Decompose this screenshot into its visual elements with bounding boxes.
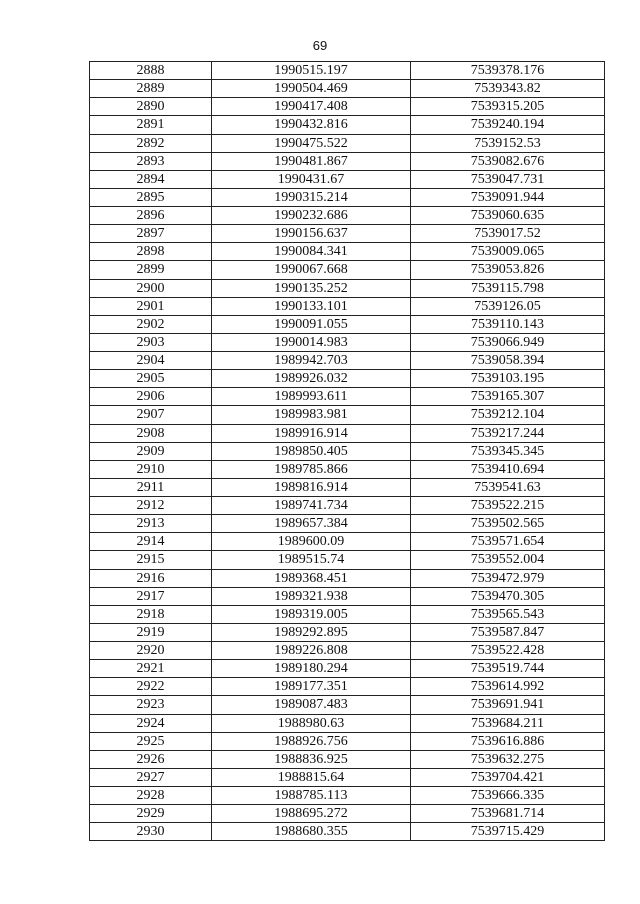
y-coordinate-cell: 7539103.195 <box>411 370 605 388</box>
y-coordinate-cell: 7539691.941 <box>411 696 605 714</box>
table-row <box>90 243 605 261</box>
x-coordinate-cell: 1989983.981 <box>212 406 411 424</box>
point-number-cell: 2928 <box>90 787 212 805</box>
point-number-cell: 2907 <box>90 406 212 424</box>
y-coordinate-cell: 7539704.421 <box>411 768 605 786</box>
table-row <box>90 714 605 732</box>
y-coordinate-cell: 7539565.543 <box>411 605 605 623</box>
point-number-cell: 2917 <box>90 587 212 605</box>
table-row <box>90 442 605 460</box>
y-coordinate-cell: 7539410.694 <box>411 460 605 478</box>
point-number-cell: 2892 <box>90 134 212 152</box>
point-number-cell: 2902 <box>90 315 212 333</box>
x-coordinate-cell: 1988926.756 <box>212 732 411 750</box>
table-row <box>90 261 605 279</box>
point-number-cell: 2889 <box>90 80 212 98</box>
point-number-cell: 2920 <box>90 642 212 660</box>
x-coordinate-cell: 1990156.637 <box>212 225 411 243</box>
x-coordinate-cell: 1988695.272 <box>212 805 411 823</box>
table-row <box>90 533 605 551</box>
x-coordinate-cell: 1990515.197 <box>212 62 411 80</box>
x-coordinate-cell: 1990014.983 <box>212 333 411 351</box>
table-row <box>90 370 605 388</box>
table-row <box>90 333 605 351</box>
table-row <box>90 406 605 424</box>
point-number-cell: 2930 <box>90 823 212 841</box>
x-coordinate-cell: 1989741.734 <box>212 497 411 515</box>
point-number-cell: 2909 <box>90 442 212 460</box>
point-number-cell: 2915 <box>90 551 212 569</box>
point-number-cell: 2908 <box>90 424 212 442</box>
y-coordinate-cell: 7539017.52 <box>411 225 605 243</box>
point-number-cell: 2900 <box>90 279 212 297</box>
x-coordinate-cell: 1989177.351 <box>212 678 411 696</box>
table-row <box>90 497 605 515</box>
table-row <box>90 823 605 841</box>
y-coordinate-cell: 7539240.194 <box>411 116 605 134</box>
y-coordinate-cell: 7539345.345 <box>411 442 605 460</box>
table-row <box>90 515 605 533</box>
x-coordinate-cell: 1989850.405 <box>212 442 411 460</box>
x-coordinate-cell: 1990417.408 <box>212 98 411 116</box>
x-coordinate-cell: 1989321.938 <box>212 587 411 605</box>
table-row <box>90 623 605 641</box>
y-coordinate-cell: 7539082.676 <box>411 152 605 170</box>
y-coordinate-cell: 7539009.065 <box>411 243 605 261</box>
y-coordinate-cell: 7539110.143 <box>411 315 605 333</box>
x-coordinate-cell: 1988980.63 <box>212 714 411 732</box>
point-number-cell: 2919 <box>90 623 212 641</box>
x-coordinate-cell: 1989785.866 <box>212 460 411 478</box>
x-coordinate-cell: 1990084.341 <box>212 243 411 261</box>
point-number-cell: 2912 <box>90 497 212 515</box>
x-coordinate-cell: 1989600.09 <box>212 533 411 551</box>
table-row <box>90 732 605 750</box>
point-number-cell: 2904 <box>90 352 212 370</box>
table-row <box>90 551 605 569</box>
x-coordinate-cell: 1989926.032 <box>212 370 411 388</box>
point-number-cell: 2893 <box>90 152 212 170</box>
table-row <box>90 768 605 786</box>
y-coordinate-cell: 7539614.992 <box>411 678 605 696</box>
table-row <box>90 152 605 170</box>
table-row <box>90 279 605 297</box>
y-coordinate-cell: 7539470.305 <box>411 587 605 605</box>
page-number: 69 <box>312 38 328 53</box>
table-row <box>90 569 605 587</box>
x-coordinate-cell: 1989087.483 <box>212 696 411 714</box>
table-row <box>90 787 605 805</box>
x-coordinate-cell: 1990133.101 <box>212 297 411 315</box>
y-coordinate-cell: 7539632.275 <box>411 750 605 768</box>
x-coordinate-cell: 1989180.294 <box>212 660 411 678</box>
point-number-cell: 2890 <box>90 98 212 116</box>
table-row <box>90 587 605 605</box>
x-coordinate-cell: 1989916.914 <box>212 424 411 442</box>
point-number-cell: 2913 <box>90 515 212 533</box>
x-coordinate-cell: 1990431.67 <box>212 170 411 188</box>
x-coordinate-cell: 1988680.355 <box>212 823 411 841</box>
y-coordinate-cell: 7539217.244 <box>411 424 605 442</box>
point-number-cell: 2911 <box>90 478 212 496</box>
x-coordinate-cell: 1990481.867 <box>212 152 411 170</box>
table-row <box>90 424 605 442</box>
y-coordinate-cell: 7539522.428 <box>411 642 605 660</box>
table-row <box>90 134 605 152</box>
y-coordinate-cell: 7539066.949 <box>411 333 605 351</box>
point-number-cell: 2898 <box>90 243 212 261</box>
table-row <box>90 605 605 623</box>
point-number-cell: 2923 <box>90 696 212 714</box>
point-number-cell: 2897 <box>90 225 212 243</box>
y-coordinate-cell: 7539165.307 <box>411 388 605 406</box>
x-coordinate-cell: 1990504.469 <box>212 80 411 98</box>
y-coordinate-cell: 7539047.731 <box>411 170 605 188</box>
point-number-cell: 2925 <box>90 732 212 750</box>
y-coordinate-cell: 7539058.394 <box>411 352 605 370</box>
x-coordinate-cell: 1989319.005 <box>212 605 411 623</box>
table-row <box>90 170 605 188</box>
x-coordinate-cell: 1988836.925 <box>212 750 411 768</box>
y-coordinate-cell: 7539152.53 <box>411 134 605 152</box>
y-coordinate-cell: 7539115.798 <box>411 279 605 297</box>
point-number-cell: 2929 <box>90 805 212 823</box>
point-number-cell: 2891 <box>90 116 212 134</box>
point-number-cell: 2918 <box>90 605 212 623</box>
table-row <box>90 478 605 496</box>
x-coordinate-cell: 1989292.895 <box>212 623 411 641</box>
point-number-cell: 2888 <box>90 62 212 80</box>
point-number-cell: 2916 <box>90 569 212 587</box>
y-coordinate-cell: 7539522.215 <box>411 497 605 515</box>
table-row <box>90 678 605 696</box>
x-coordinate-cell: 1990091.055 <box>212 315 411 333</box>
table-row <box>90 297 605 315</box>
x-coordinate-cell: 1989993.611 <box>212 388 411 406</box>
y-coordinate-cell: 7539715.429 <box>411 823 605 841</box>
x-coordinate-cell: 1989816.914 <box>212 478 411 496</box>
table-row <box>90 696 605 714</box>
table-row <box>90 315 605 333</box>
y-coordinate-cell: 7539091.944 <box>411 188 605 206</box>
point-number-cell: 2921 <box>90 660 212 678</box>
y-coordinate-cell: 7539378.176 <box>411 62 605 80</box>
x-coordinate-cell: 1990475.522 <box>212 134 411 152</box>
x-coordinate-cell: 1988815.64 <box>212 768 411 786</box>
y-coordinate-cell: 7539126.05 <box>411 297 605 315</box>
x-coordinate-cell: 1989226.808 <box>212 642 411 660</box>
table-row <box>90 750 605 768</box>
table-row <box>90 62 605 80</box>
table-row <box>90 660 605 678</box>
y-coordinate-cell: 7539472.979 <box>411 569 605 587</box>
y-coordinate-cell: 7539666.335 <box>411 787 605 805</box>
point-number-cell: 2895 <box>90 188 212 206</box>
table-row <box>90 116 605 134</box>
point-number-cell: 2894 <box>90 170 212 188</box>
table-row <box>90 388 605 406</box>
table-row <box>90 642 605 660</box>
y-coordinate-cell: 7539053.826 <box>411 261 605 279</box>
x-coordinate-cell: 1989942.703 <box>212 352 411 370</box>
y-coordinate-cell: 7539552.004 <box>411 551 605 569</box>
y-coordinate-cell: 7539519.744 <box>411 660 605 678</box>
x-coordinate-cell: 1990135.252 <box>212 279 411 297</box>
table-row <box>90 188 605 206</box>
table-row <box>90 352 605 370</box>
y-coordinate-cell: 7539060.635 <box>411 207 605 225</box>
y-coordinate-cell: 7539541.63 <box>411 478 605 496</box>
point-number-cell: 2924 <box>90 714 212 732</box>
point-number-cell: 2903 <box>90 333 212 351</box>
x-coordinate-cell: 1988785.113 <box>212 787 411 805</box>
point-number-cell: 2914 <box>90 533 212 551</box>
table-row <box>90 98 605 116</box>
y-coordinate-cell: 7539681.714 <box>411 805 605 823</box>
table-row <box>90 805 605 823</box>
table-row <box>90 207 605 225</box>
x-coordinate-cell: 1989657.384 <box>212 515 411 533</box>
y-coordinate-cell: 7539571.654 <box>411 533 605 551</box>
x-coordinate-cell: 1989368.451 <box>212 569 411 587</box>
y-coordinate-cell: 7539587.847 <box>411 623 605 641</box>
y-coordinate-cell: 7539343.82 <box>411 80 605 98</box>
point-number-cell: 2906 <box>90 388 212 406</box>
table-row <box>90 80 605 98</box>
x-coordinate-cell: 1989515.74 <box>212 551 411 569</box>
point-number-cell: 2910 <box>90 460 212 478</box>
y-coordinate-cell: 7539616.886 <box>411 732 605 750</box>
point-number-cell: 2927 <box>90 768 212 786</box>
point-number-cell: 2899 <box>90 261 212 279</box>
coordinates-table-body <box>90 62 605 841</box>
x-coordinate-cell: 1990432.816 <box>212 116 411 134</box>
coordinates-table <box>89 61 605 841</box>
y-coordinate-cell: 7539315.205 <box>411 98 605 116</box>
point-number-cell: 2901 <box>90 297 212 315</box>
table-row <box>90 460 605 478</box>
point-number-cell: 2922 <box>90 678 212 696</box>
x-coordinate-cell: 1990232.686 <box>212 207 411 225</box>
x-coordinate-cell: 1990315.214 <box>212 188 411 206</box>
y-coordinate-cell: 7539684.211 <box>411 714 605 732</box>
point-number-cell: 2926 <box>90 750 212 768</box>
table-row <box>90 225 605 243</box>
point-number-cell: 2896 <box>90 207 212 225</box>
y-coordinate-cell: 7539212.104 <box>411 406 605 424</box>
point-number-cell: 2905 <box>90 370 212 388</box>
x-coordinate-cell: 1990067.668 <box>212 261 411 279</box>
y-coordinate-cell: 7539502.565 <box>411 515 605 533</box>
